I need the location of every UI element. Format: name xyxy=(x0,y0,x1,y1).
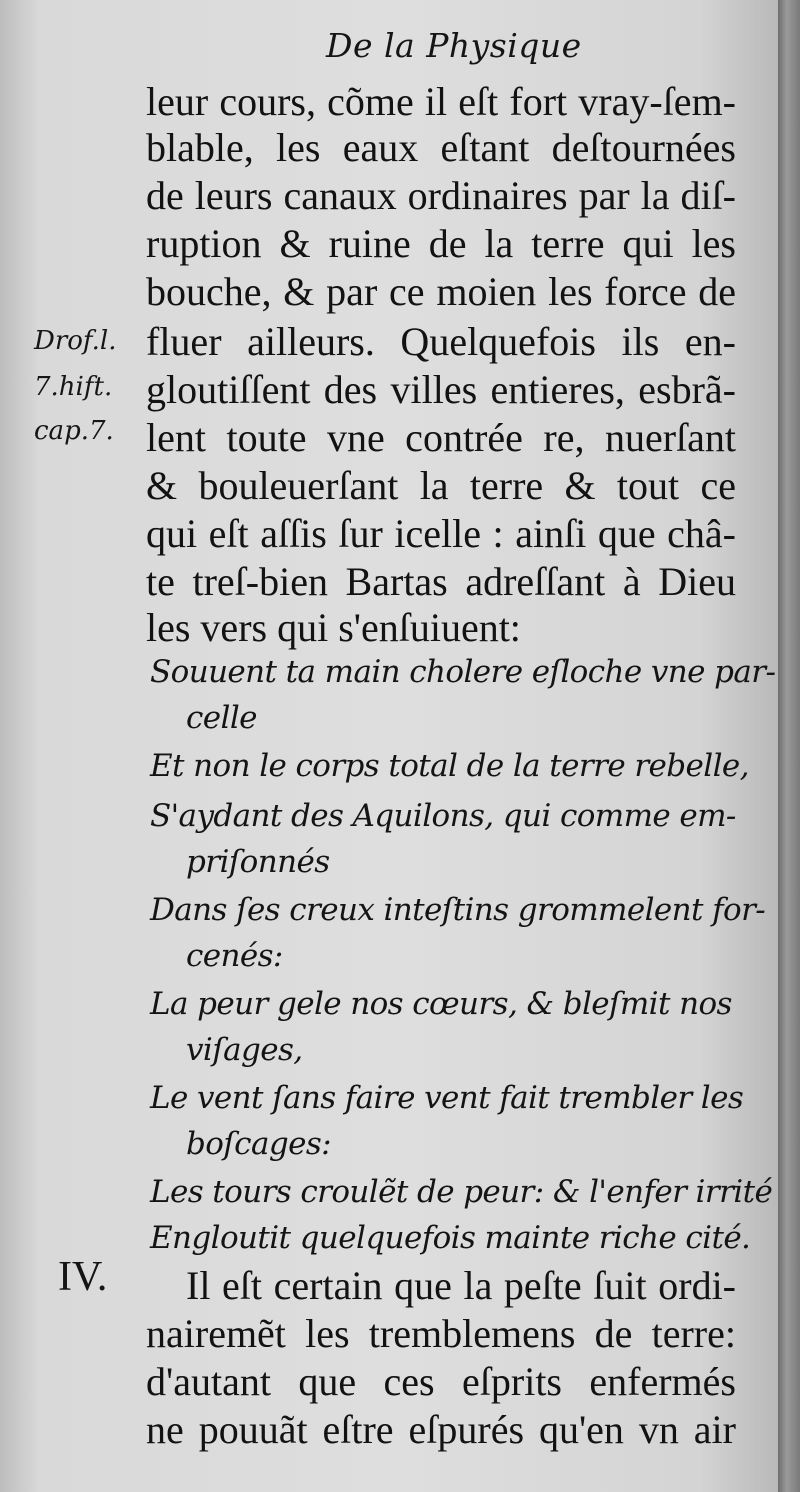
body-line: ruption & ruine de la terre qui les xyxy=(146,221,736,266)
verse-line: Et non le corps total de la terre rebelle, xyxy=(150,748,749,784)
verse-line: Engloutit quelquefois mainte riche cité. xyxy=(150,1220,751,1256)
body-line: Il eſt certain que la peſte ſuit ordi- xyxy=(186,1263,736,1308)
body-line: & bouleuerſant la terre & tout ce xyxy=(146,463,736,508)
section-number: IV. xyxy=(58,1254,108,1300)
body-line: qui eſt aſſis ſur icelle : ainſi que châ- xyxy=(146,511,736,556)
verse-line: Souuent ta main cholere eſloche vne par- xyxy=(150,654,776,690)
margin-note-line-3: cap.7. xyxy=(34,416,114,446)
body-line: blable, les eaux eſtant deſtournées xyxy=(146,125,736,170)
body-line: gloutiſſent des villes entieres, esbrã- xyxy=(146,367,736,412)
verse-line: viſages, xyxy=(186,1032,303,1068)
body-line: bouche, & par ce moien les force de xyxy=(146,269,736,314)
verse-line: Dans ſes creux inteſtins grommelent for- xyxy=(150,892,766,928)
body-line: leur cours, cõme il eſt fort vray-ſem- xyxy=(146,79,736,124)
verse-line: celle xyxy=(186,700,257,736)
verse-line: boſcages: xyxy=(186,1126,331,1162)
body-line: ne pouuãt eſtre eſpurés qu'en vn air xyxy=(146,1407,736,1452)
verse-line: cenés: xyxy=(186,938,283,974)
verse-line: La peur gele nos cœurs, & bleſmit nos xyxy=(150,986,732,1022)
body-line: nairemẽt les tremblemens de terre: xyxy=(146,1311,736,1356)
body-line: les vers qui s'enſuiuent: xyxy=(146,605,521,650)
body-line: lent toute vne contrée re, nuerſant xyxy=(146,415,736,460)
margin-note-line-1: Drof.l. xyxy=(34,326,117,356)
body-line: de leurs canaux ordinaires par la diſ- xyxy=(146,173,736,218)
body-line: te treſ-bien Bartas adreſſant à Dieu xyxy=(146,559,736,604)
verse-line: priſonnés xyxy=(186,844,330,880)
margin-note-line-2: 7.hift. xyxy=(34,372,113,402)
verse-line: Le vent ſans faire vent fait trembler les xyxy=(150,1080,744,1116)
verse-line: Les tours croulẽt de peur: & l'enfer irrité xyxy=(150,1174,773,1210)
page-edge xyxy=(778,0,800,1492)
verse-line: S'aydant des Aquilons, qui comme em- xyxy=(150,798,736,834)
body-line: fluer ailleurs. Quelquefois ils en- xyxy=(146,319,736,364)
running-title: De la Physique xyxy=(326,26,582,65)
body-line: d'autant que ces eſprits enfermés xyxy=(146,1359,736,1404)
